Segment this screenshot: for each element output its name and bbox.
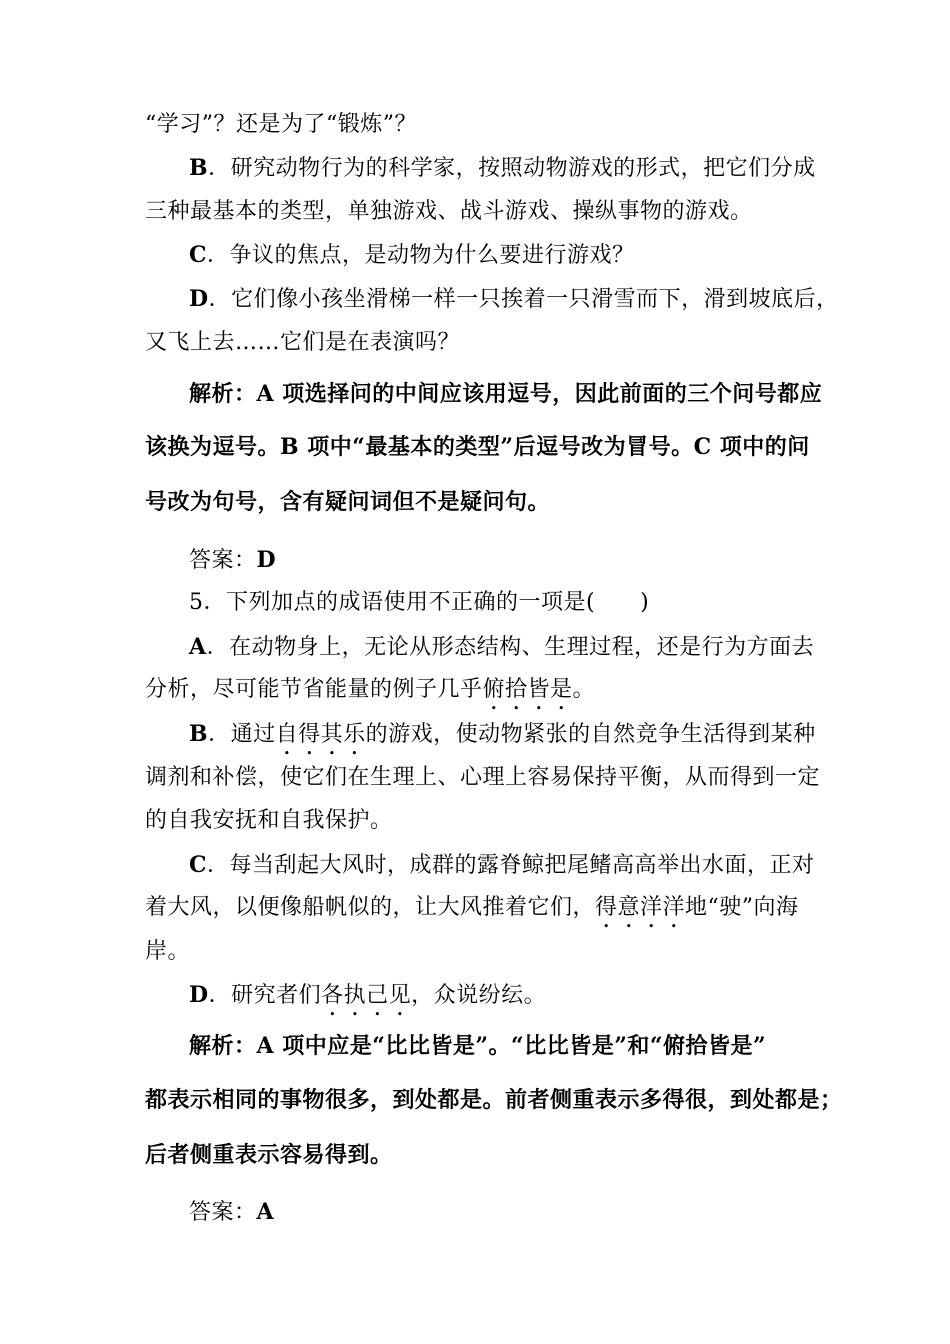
q4-analysis-line2: 该换为逗号。B 项中“最基本的类型”后逗号改为冒号。C 项中的问 <box>145 434 810 460</box>
q4-option-b-line2: 三种最基本的类型，单独游戏、战斗游戏、操纵事物的游戏。 <box>145 199 753 224</box>
q5-answer: 答案：A <box>189 1199 275 1225</box>
answer-value: A <box>256 1199 275 1225</box>
q4-option-c: C．争议的焦点，是动物为什么要进行游戏？ <box>189 242 635 268</box>
option-label: B <box>189 155 209 181</box>
q4-option-b: B．研究动物行为的科学家，按照动物游戏的形式，把它们分成 <box>189 155 816 181</box>
q5-option-a: A．在动物身上，无论从形态结构、生理过程，还是行为方面去 <box>189 634 815 660</box>
q5-option-d: D．研究者们各执己见，众说纷纭。 <box>189 982 547 1008</box>
q5-analysis-line3: 后者侧重表示容易得到。 <box>145 1142 393 1168</box>
answer-value: D <box>256 547 277 573</box>
q4-option-a-tail: “学习”？还是为了“锻炼”？ <box>145 112 417 137</box>
q5-option-b-line3: 的自我安抚和自我保护。 <box>145 808 393 833</box>
option-label: C <box>189 852 208 878</box>
q4-answer: 答案：D <box>189 547 277 573</box>
option-label: D <box>189 286 209 312</box>
q5-stem: 5．下列加点的成语使用不正确的一项是( ) <box>189 590 650 615</box>
option-label: A <box>189 634 207 660</box>
q5-analysis: 解析：A 项中应是“比比皆是”。“比比皆是”和“俯拾皆是” <box>189 1033 767 1059</box>
q5-option-a-line2: 分析，尽可能节省能量的例子几乎俯拾皆是。 <box>145 677 596 702</box>
option-label: B <box>189 721 209 747</box>
q5-option-b: B．通过自得其乐的游戏，使动物紧张的自然竞争生活得到某种 <box>189 721 816 747</box>
dotted-idiom: 自得其乐 <box>275 722 366 747</box>
q5-option-b-line2: 调剂和补偿，使它们在生理上、心理上容易保持平衡，从而得到一定 <box>145 765 821 790</box>
q4-option-d-line2: 又飞上去……它们是在表演吗？ <box>145 330 461 355</box>
dotted-idiom: 俯拾皆是 <box>482 677 573 702</box>
option-label: D <box>189 982 209 1008</box>
q5-option-c-line2: 着大风，以便像船帆似的，让大风推着它们，得意洋洋地“驶”向海 <box>145 895 799 920</box>
dotted-idiom: 各执己见 <box>321 983 412 1008</box>
dotted-idiom: 得意洋洋 <box>595 895 686 920</box>
option-label: C <box>189 242 208 268</box>
q4-option-d: D．它们像小孩坐滑梯一样一只挨着一只滑雪而下，滑到坡底后， <box>189 286 839 312</box>
q4-analysis-line3: 号改为句号，含有疑问词但不是疑问句。 <box>145 489 551 515</box>
q5-analysis-line2: 都表示相同的事物很多，到处都是。前者侧重表示多得很，到处都是； <box>145 1087 843 1113</box>
q5-option-c: C．每当刮起大风时，成群的露脊鲸把尾鳍高高举出水面，正对 <box>189 852 815 878</box>
q5-option-c-line3: 岸。 <box>145 939 191 964</box>
q4-analysis: 解析：A 项选择问的中间应该用逗号，因此前面的三个问号都应 <box>189 381 823 407</box>
